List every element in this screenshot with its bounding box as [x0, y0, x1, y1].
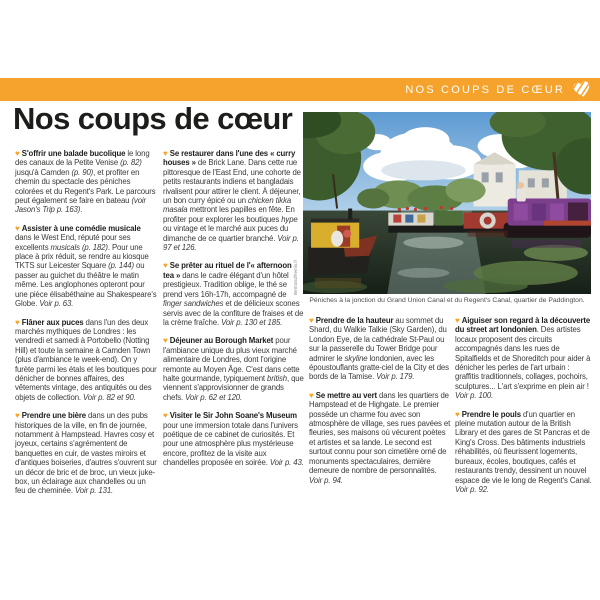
feature-lead: Se prêter au rituel de l'« afternoon tea »	[163, 261, 292, 280]
feature-text: Voir p. 63.	[39, 299, 74, 309]
feature-lead: Prendre une bière	[21, 411, 86, 421]
feature-text: , et profiter en chemin du spectacle des péniches colorées et du Regent's Park. Le parcours peut également se faire en bateau	[15, 167, 156, 206]
feature-text: Voir p. 179.	[376, 372, 415, 382]
feature-paragraph	[455, 410, 595, 495]
feature-text: Voir p. 82 et 90.	[83, 392, 136, 402]
feature-paragraph	[163, 411, 304, 467]
canal-photo-illustration	[303, 112, 591, 294]
feature-lead: S'offrir une balade bucolique	[21, 149, 126, 158]
feature-text: ou vintage et le marché aux puces du dimanche de ce quartier branché.	[163, 224, 289, 243]
heart-bullet-icon: ♥	[15, 149, 22, 158]
heart-bullet-icon: ♥	[15, 223, 22, 233]
feature-text: hype	[281, 214, 298, 224]
feature-column-3	[309, 316, 451, 494]
feature-lead: Se mettre au vert	[315, 390, 377, 400]
photo-credit: Bertrand/hemis.fr	[293, 259, 298, 295]
heart-bullet-icon: ♥	[455, 409, 462, 419]
feature-text: (p. 90)	[71, 167, 94, 177]
feature-text: (p. 144)	[108, 261, 135, 271]
feature-text: dans les quartiers de Hampstead et de Highgate. Le premier possède un charme fou avec son atmosphère de village, ses rues pavées et fleuries, ses maisons où vécurent poètes et artistes et sa lande. Le second est surtout connu pour son cimetière orné de monuments spectaculaires, dernière demeure de nombre de personnalités.	[309, 390, 451, 476]
feature-paragraph	[455, 316, 595, 401]
feature-text: Voir p. 130 et 185.	[221, 317, 283, 327]
feature-text: londonien, avec les époustouflants gratte-ciel de la City et des bords de la Tamise.	[309, 353, 449, 382]
feature-text: dans l'un des deux marchés mythiques de Londres : les vendredi et samedi à Portobello (Notting Hill) et toute la semaine à Camden Town (plus d'ambiance le week-end). On y furète parmi les étals et les boutiques pour dénicher de bonnes affaires, des vêtements vintage, des antiquités ou des objets de collection.	[15, 317, 157, 402]
feature-text: et de délicieux scones servis avec de la confiture de fraises et de la crème fraîche.	[163, 299, 304, 327]
feature-text: skyline	[344, 353, 368, 363]
heart-bullet-icon: ♥	[309, 316, 316, 325]
feature-text: . Pour une place à prix réduit, se rendre au kiosque TKTS sur Leicester Square	[15, 242, 149, 271]
heart-bullet-icon: ♥	[163, 261, 170, 271]
feature-text: musicals (p. 182)	[50, 242, 108, 252]
feature-paragraph	[309, 391, 451, 485]
feature-text: le long des canaux de la Petite Venise	[15, 149, 150, 168]
feature-column-4	[455, 316, 595, 503]
feature-paragraph	[163, 261, 304, 327]
feature-text: Voir p. 43.	[269, 458, 304, 468]
feature-text: (p. 82)	[120, 158, 142, 168]
feature-lead: Prendre le pouls	[461, 409, 521, 419]
feature-text: (voir Jason's Trip p. 163)	[15, 196, 146, 215]
feature-paragraph	[15, 149, 158, 215]
striped-heart-icon	[571, 79, 592, 99]
feature-text: finger sandwiches	[163, 299, 224, 309]
feature-text: . Des artistes locaux proposent des circuits accompagnés dans les rues de Spitalfields et de Shoreditch pour aider à dénicher les perles de l'art urbain : graffitis traditionnels, collages, pochoirs, sculptures... L'art s'exprime en plein air !	[455, 325, 591, 391]
feature-lead: Flâner aux puces	[21, 317, 84, 327]
heart-bullet-icon: ♥	[163, 336, 170, 346]
feature-text: Voir p. 62 et 120.	[185, 392, 243, 402]
feature-text: Voir p. 100.	[455, 391, 494, 401]
heart-bullet-icon: ♥	[309, 390, 316, 400]
feature-text: jusqu'à Camden	[15, 167, 72, 177]
feature-lead: Assister à une comédie musicale	[21, 223, 141, 233]
feature-lead: Prendre de la hauteur	[315, 316, 394, 325]
feature-text: dans un des pubs historiques de la ville, en fin de journée, notamment à Hampstead. Havres cosy et joyeux, certains s'agrémentent de banquettes en cuir, de vastes miroirs et d'antiques boiseries, d'autres s'ouvrent sur un décor de bric et de broc, un vieux juke-box, un éclairage aux chandelles ou un feu de cheminée.	[15, 411, 157, 496]
feature-paragraph	[163, 336, 304, 402]
feature-text: de Brick Lane. Dans cette rue pittoresque de l'East End, une cohorte de petits restaurants indiens et bangladais rivalisent pour attirer le client. À déjeuner, un bon curry épicé ou un	[163, 158, 301, 206]
feature-text: dans le cadre élégant d'un hôtel prestigieux. Tradition oblige, le thé se prend vers 16h-17h, accompagné de	[163, 270, 289, 299]
heart-bullet-icon: ♥	[163, 411, 170, 421]
feature-paragraph	[163, 149, 304, 252]
feature-text: Voir p. 97 et 126.	[163, 233, 299, 253]
feature-lead: Déjeuner au Borough Market	[169, 336, 274, 346]
feature-lead: Aiguiser son regard à la découverte du street art londonien	[455, 316, 591, 335]
photo-caption: Péniches à la jonction du Grand Union Canal et du Regent's Canal, quartier de Paddington.	[309, 297, 585, 304]
heart-bullet-icon: ♥	[15, 317, 22, 327]
feature-paragraph	[15, 318, 158, 403]
feature-lead: Visiter le Sir John Soane's Museum	[169, 411, 297, 421]
banner-label: NOS COUPS DE CŒUR	[405, 83, 565, 96]
feature-text: ou passer au guichet du théâtre le matin même. Les anglophones opteront pour une pièce élisabéthaine au Shakespeare's Globe.	[15, 261, 157, 309]
feature-column-1	[15, 149, 158, 505]
feature-text: au sommet du Shard, du Walkie Talkie (Sky Garden), du London Eye, de la cathédrale St-Paul ou sur la passerelle du Tower Bridge pour admirer le	[309, 316, 447, 363]
heart-bullet-icon: ♥	[455, 316, 462, 325]
feature-text: Voir p. 94.	[309, 475, 343, 485]
feature-paragraph	[309, 316, 451, 382]
feature-text: dans le West End, réputé pour ses excellents	[15, 233, 131, 252]
feature-text: pour l'ambiance unique du plus vieux marché alimentaire de Londres, dont l'origine remonte au Moyen Âge. C'est dans cette halte gourmande, typiquement	[163, 336, 300, 383]
feature-text: chicken tikka masala	[163, 196, 292, 215]
feature-text: Voir p. 92.	[455, 484, 489, 494]
heart-bullet-icon: ♥	[163, 149, 170, 158]
section-banner	[0, 78, 600, 101]
feature-text: mettront les papilles en fête. En profiter pour explorer les boutiques	[163, 205, 295, 224]
feature-text: .	[80, 205, 83, 215]
feature-paragraph	[15, 411, 158, 496]
feature-paragraph	[15, 224, 158, 309]
feature-column-2	[163, 149, 304, 477]
feature-text: pour une immersion totale dans l'univers poétique de ce cabinet de curiosités. Et pour une atmosphère plus mystérieuse encore, profitez de la visite aux chandelles proposée en soirée.	[163, 420, 298, 468]
page-title: Nos coups de cœur	[13, 101, 293, 136]
feature-text: , que viennent s'approvisionner de grands chefs.	[163, 373, 304, 402]
canal-photo	[303, 112, 591, 294]
feature-text: d'un quartier en pleine mutation autour de la British Library et des gares de St Pancras et de King's Cross. Des bâtiments industriels réhabilités, où fleurissent logements, bureaux, écoles, boutiques, cafés et restaurants trendy, dessinent un nouvel espace de vie le long de Regent's Canal.	[455, 409, 592, 485]
feature-lead: Se restaurer dans l'une des « curry houses »	[163, 149, 296, 168]
heart-bullet-icon: ♥	[15, 411, 22, 421]
feature-text: british	[267, 373, 287, 383]
feature-text: Voir p. 131.	[74, 486, 114, 496]
